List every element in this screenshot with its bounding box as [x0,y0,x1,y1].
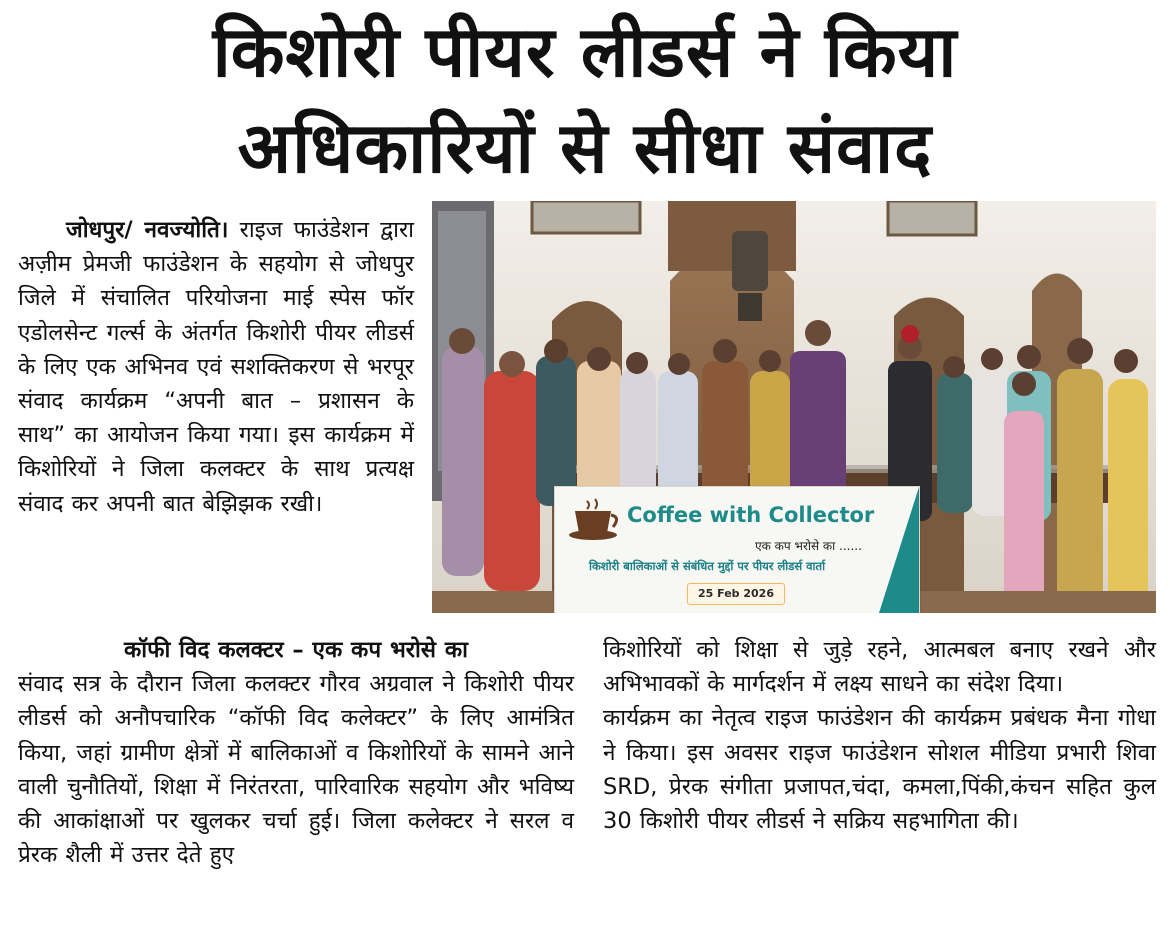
paragraph-1-text: राइज फाउंडेशन द्वारा अज़ीम प्रेमजी फाउंडेशन के सहयोग से जोधपुर जिले में संचालित परियोजना माई स्पेस फॉर एडोलसेन्ट गर्ल्स के अंतर्गत किशोरी पीयर लीडर्स के लिए एक अभिनव एवं सशक्तिकरण से भरपूर संवाद कार्यक्रम “अपनी बात – प्रशासन के साथ” का आयोजन किया गया। इस कार्यक्रम में किशोरियों ने जिला कलक्टर के साथ प्रत्यक्ष संवाद कर अपनी बात बेझिझक रखी। [18,217,414,517]
article-paragraph-1 [18,213,414,521]
dateline: जोधपुर/ नवज्योति। [66,217,229,243]
banner-tagline: एक कप भरोसे का ...... [755,539,862,553]
banner-title: Coffee with Collector [627,503,875,527]
subhead: कॉफी विद कलक्टर – एक कप भरोसे का [124,637,468,663]
article-paragraph-4: कार्यक्रम का नेतृत्व राइज फाउंडेशन की कार्यक्रम प्रबंधक मैना गोधा ने किया। इस अवसर राइज फाउंडेशन सोशल मीडिया प्रभारी शिवा SRD, प्रेरक संगीता प्रजापत,चंदा, कमला,पिंकी,कंचन सहित कुल 30 किशोरी पीयर लीडर्स ने सक्रिय सहभागिता की। [603,705,1156,835]
event-photo [432,201,1156,613]
article-paragraph-3: किशोरियों को शिक्षा से जुड़े रहने, आत्मबल बनाए रखने और अभिभावकों के मार्गदर्शन में लक्ष्य साधने का संदेश दिया। [603,637,1156,698]
headline-line-1: किशोरी पीयर लीडर्स ने किया [212,11,958,93]
coffee-with-collector-banner [554,486,920,613]
article-column-right-bottom [603,633,1156,838]
banner-topic: किशोरी बालिकाओं से संबंधित मुद्दों पर पीयर लीडर्स वार्ता [589,559,826,573]
coffee-cup-icon [567,497,623,543]
banner-date: 25 Feb 2026 [687,583,785,605]
article-column-left-bottom [18,633,574,872]
article-column-left-top [18,213,414,521]
headline [0,4,1170,196]
article-paragraph-2: संवाद सत्र के दौरान जिला कलक्टर गौरव अग्रवाल ने किशोरी पीयर लीडर्स को अनौपचारिक “कॉफी विद कलेक्टर” के लिए आमंत्रित किया, जहां ग्रामीण क्षेत्रों में बालिकाओं व किशोरियों के सामने आने वाली चुनौतियों, शिक्षा में निरंतरता, पारिवारिक सहयोग और भविष्य की आकांक्षाओं पर खुलकर चर्चा हुई। जिला कलेक्टर ने सरल व प्रेरक शैली में उत्तर देते हुए [18,671,574,869]
headline-line-2: अधिकारियों से सीधा संवाद [237,107,933,189]
